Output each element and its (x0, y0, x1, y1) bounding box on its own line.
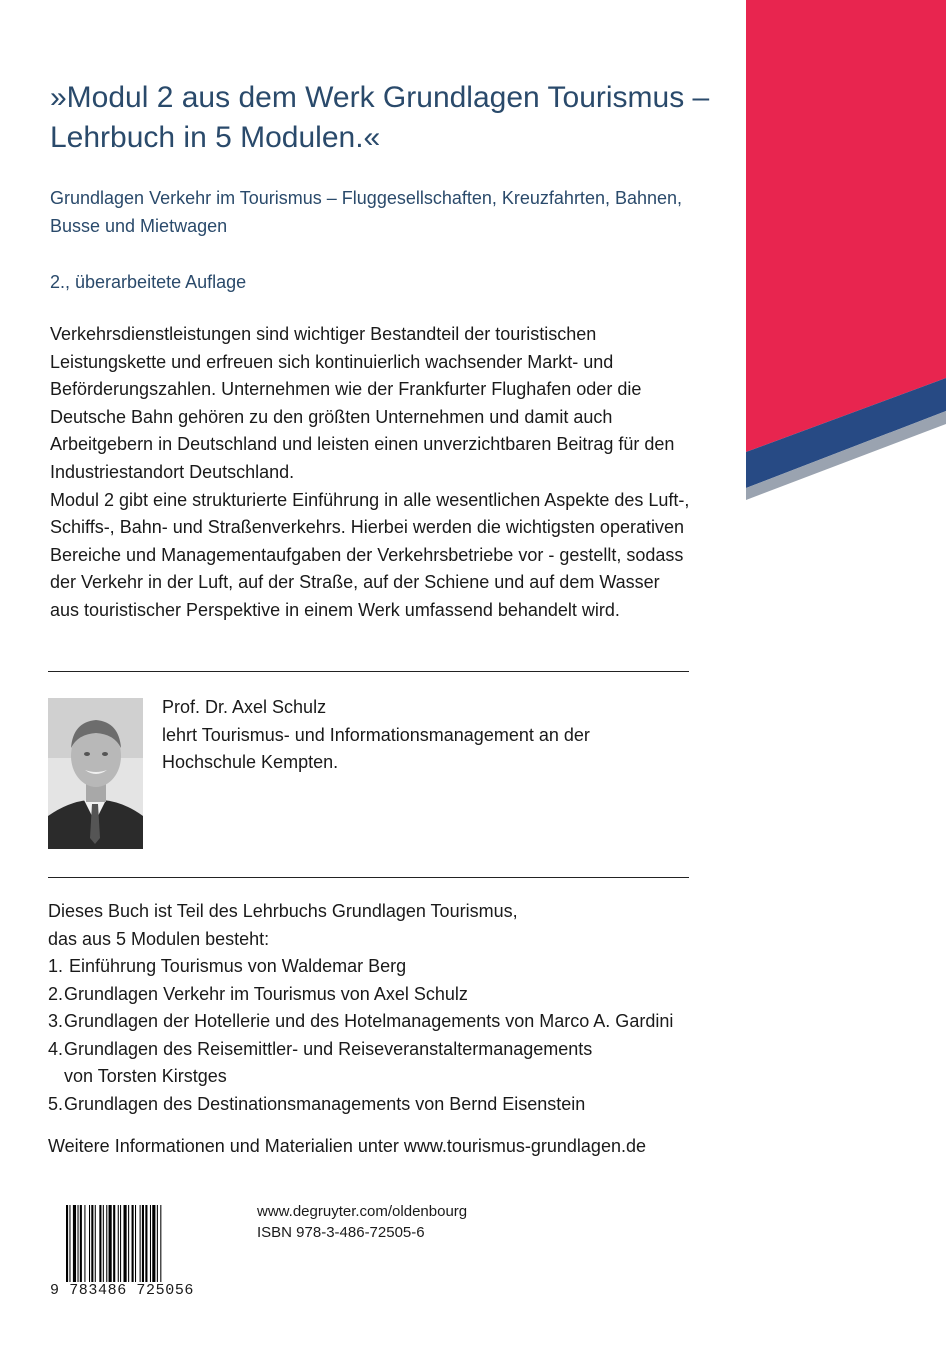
barcode-bar (113, 1205, 115, 1283)
barcode-bar (84, 1205, 85, 1283)
page-title: »Modul 2 aus dem Werk Grundlagen Tourismus – Lehrbuch in 5 Modulen.« (50, 81, 710, 154)
module-item (48, 981, 708, 1009)
barcode-bar (150, 1205, 151, 1283)
barcode-bar (99, 1205, 101, 1283)
description-paragraph-1: Verkehrsdienstleistungen sind wichtiger Bestandteil der touristischen Leistungskette und erfreuen sich kontinuierlich wachsender Markt- und Beförderungszahlen. Unternehmen wie der Frankfurter Flughafen oder die Deutsche Bahn gehören zu den größten Unternehmen und damit auch Arbeitgebern in Deutschland und leisten einen unverzichtbaren Beitrag für den Industriestandort Deutschland. (50, 324, 675, 482)
barcode-digits: 9 783486 725056 (50, 1282, 208, 1300)
divider-bottom (48, 877, 689, 878)
barcode-bar (73, 1205, 76, 1283)
barcode-bar (160, 1205, 161, 1283)
author-info (162, 694, 622, 777)
module-number: 3. (48, 1011, 64, 1031)
description-paragraph-2: Modul 2 gibt eine strukturierte Einführung in alle wesentlichen Aspekte des Luft-, Schiffs-, Bahn- und Straßenverkehrs. Hierbei werden die wichtigsten operativen Bereiche und Managementaufgaben der Verkehrsbetriebe vor - gestellt, sodass der Verkehr in der Luft, auf der Straße, auf der Schiene und auf dem Wasser aus touristischer Perspektive in einem Werk umfassend behandelt wird. (50, 489, 690, 620)
more-info-link: Weitere Informationen und Materialien unter www.tourismus-grundlagen.de (48, 1136, 646, 1156)
barcode-bar (128, 1205, 129, 1283)
module-item (48, 953, 708, 981)
accent-red-band (746, 0, 946, 452)
barcode-bar (120, 1205, 121, 1283)
book-subtitle: Grundlagen Verkehr im Tourismus – Fluggesellschaften, Kreuzfahrten, Bahnen, Busse und Mietwagen (50, 188, 683, 236)
barcode-bar (78, 1205, 79, 1283)
author-name: Prof. Dr. Axel Schulz (162, 697, 327, 717)
barcode-bar (95, 1205, 96, 1283)
barcode-bar (89, 1205, 90, 1283)
barcode-bar (152, 1205, 155, 1283)
divider-top (48, 671, 689, 672)
publisher-url: www.degruyter.com/oldenbourg (257, 1203, 468, 1220)
barcode-bar (118, 1205, 119, 1283)
barcode-bar (80, 1205, 82, 1283)
barcode-bar (69, 1205, 70, 1283)
module-item (48, 1036, 708, 1091)
isbn-number: ISBN 978-3-486-72505-6 (257, 1224, 425, 1241)
barcode-bar (135, 1205, 136, 1283)
barcode-bar (109, 1205, 112, 1283)
series-intro: Dieses Buch ist Teil des Lehrbuchs Grundlagen Tourismus, das aus 5 Modulen besteht: (48, 901, 518, 949)
module-item (48, 1091, 708, 1119)
module-list (48, 953, 708, 1118)
module-number: 5. (48, 1093, 64, 1114)
module-text: Grundlagen der Hotellerie und des Hotelmanagements von Marco A. Gardini (64, 1011, 674, 1031)
module-item (48, 1008, 708, 1036)
barcode-bar (132, 1205, 134, 1283)
barcode-bar (124, 1205, 127, 1283)
module-text: Grundlagen des Reisemittler- und Reiseveranstaltermanagements (64, 1038, 593, 1059)
author-bio: lehrt Tourismus- und Informationsmanagement an der Hochschule Kempten. (162, 724, 590, 773)
module-number: 2. (48, 983, 64, 1004)
module-text: Grundlagen des Destinationsmanagements von Bernd Eisenstein (64, 1093, 586, 1114)
module-text: Einführung Tourismus von Waldemar Berg (69, 956, 407, 976)
description (50, 321, 690, 625)
module-text-continued: von Torsten Kirstges (64, 1066, 227, 1086)
barcode-bar (103, 1205, 104, 1283)
barcode-bar (145, 1205, 147, 1283)
module-text: Grundlagen Verkehr im Tourismus von Axel Schulz (64, 983, 468, 1004)
barcode-bar (91, 1205, 93, 1283)
series-info (48, 898, 708, 1118)
barcode-bar (140, 1205, 141, 1283)
author-photo (48, 698, 143, 849)
edition-label: 2., überarbeitete Auflage (50, 272, 247, 292)
publisher-info (257, 1201, 467, 1243)
barcode-bar (142, 1205, 144, 1283)
barcode-bar (106, 1205, 107, 1283)
barcode-bar (157, 1205, 158, 1283)
barcode-bar (66, 1205, 68, 1283)
module-number: 4. (48, 1038, 64, 1059)
module-number: 1. (48, 956, 64, 976)
